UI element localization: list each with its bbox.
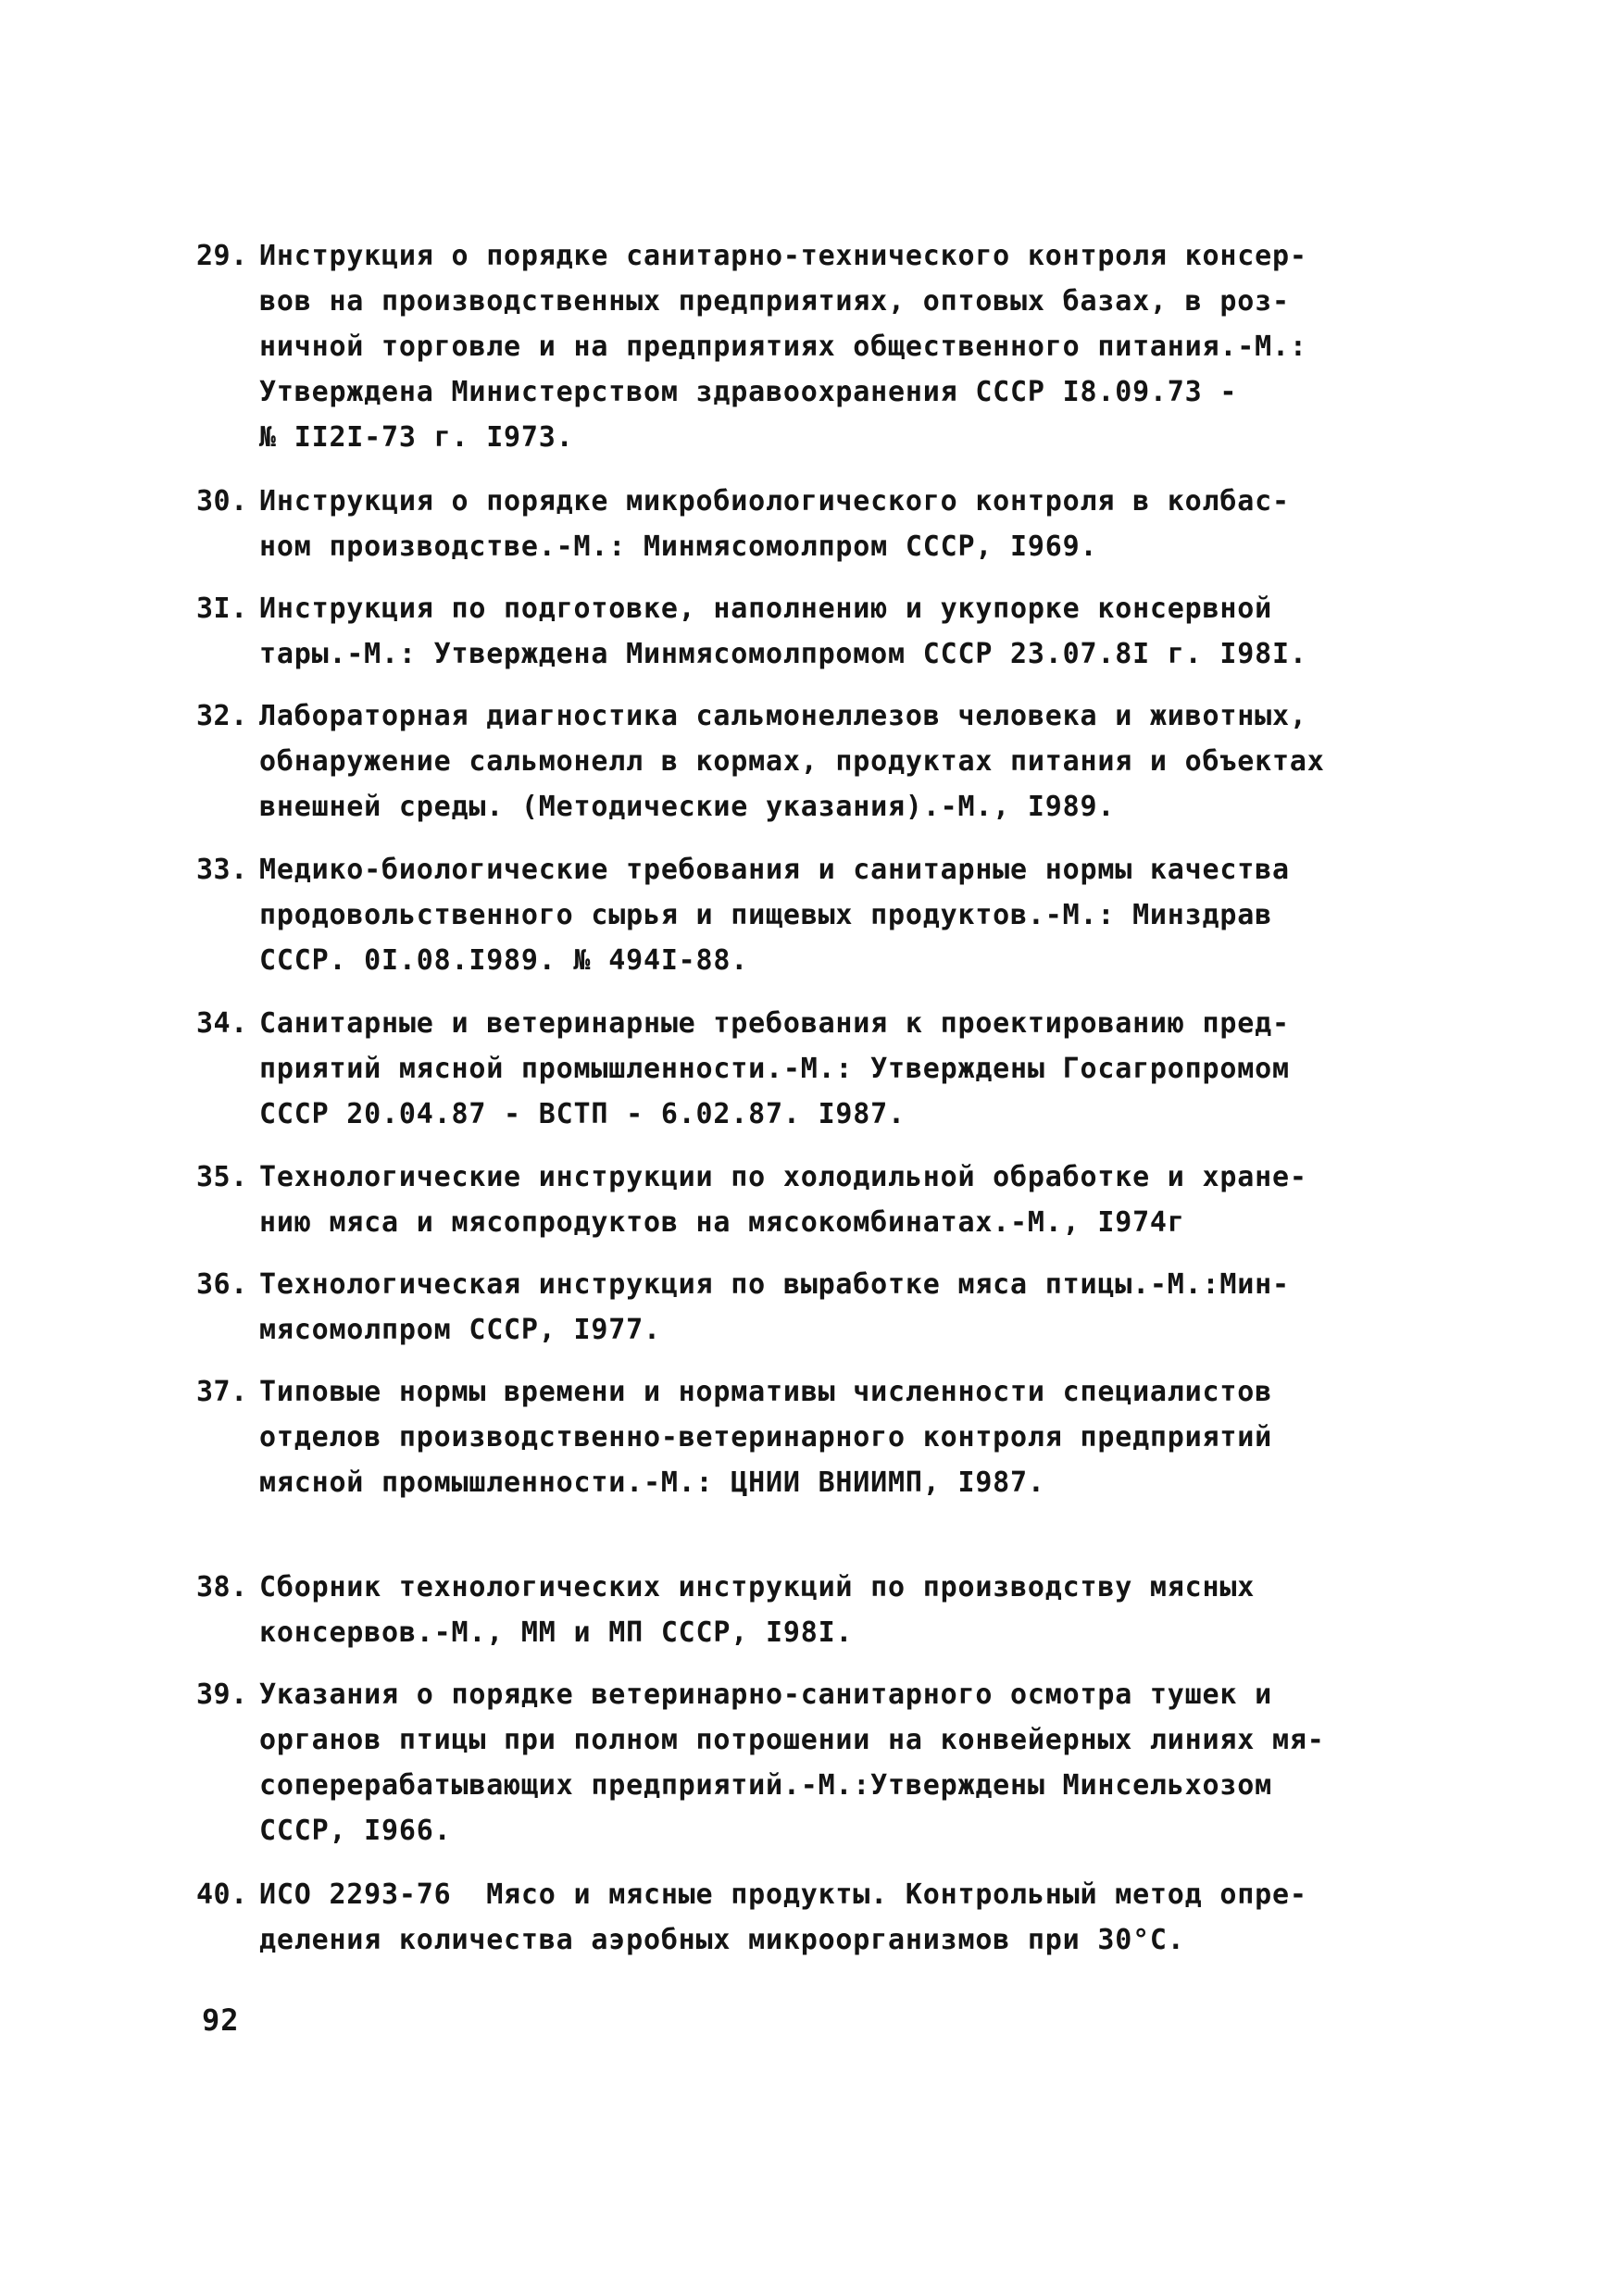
reference-line: продовольственного сырья и пищевых продуктов.-М.: Минздрав	[259, 899, 1272, 931]
reference-line: обнаружение сальмонелл в кормах, продуктах питания и объектах	[259, 745, 1325, 778]
reference-line: ИСО 2293-76 Мясо и мясные продукты. Контрольный метод опре-	[259, 1878, 1307, 1911]
reference-number: 34.	[196, 1007, 248, 1040]
reference-text	[259, 1369, 1437, 1505]
reference-line: ничной торговле и на предприятиях общественного питания.-М.:	[259, 331, 1307, 363]
reference-line: органов птицы при полном потрошении на конвейерных линиях мя-	[259, 1724, 1325, 1756]
reference-text	[259, 1154, 1437, 1245]
reference-line: Утверждена Министерством здравоохранения СССР I8.09.73 -	[259, 376, 1238, 408]
reference-number: 40.	[196, 1878, 248, 1911]
reference-number: 33.	[196, 854, 248, 886]
reference-line: мясной промышленности.-М.: ЦНИИ ВНИИМП, I987.	[259, 1466, 1045, 1499]
reference-line: консервов.-М., ММ и МП СССР, I98I.	[259, 1616, 854, 1649]
reference-number: 37.	[196, 1376, 248, 1408]
reference-line: ном производстве.-М.: Минмясомолпром СССР, I969.	[259, 530, 1098, 563]
reference-line: Указания о порядке ветеринарно-санитарного осмотра тушек и	[259, 1678, 1272, 1711]
reference-text	[259, 1565, 1437, 1655]
reference-line: Технологические инструкции по холодильной обработке и хране-	[259, 1161, 1307, 1193]
reference-line: Лабораторная диагностика сальмонеллезов человека и животных,	[259, 700, 1307, 732]
reference-number: 30.	[196, 485, 248, 518]
reference-number: 35.	[196, 1161, 248, 1193]
reference-line: СССР. 0I.08.I989. № 494I-88.	[259, 944, 749, 977]
reference-text	[259, 1672, 1437, 1853]
reference-text	[259, 847, 1437, 983]
reference-line: соперерабатывающих предприятий.-М.:Утверждены Минсельхозом	[259, 1769, 1272, 1802]
reference-line: Сборник технологических инструкций по производству мясных	[259, 1571, 1256, 1603]
reference-text	[259, 479, 1437, 569]
reference-number: 32.	[196, 700, 248, 732]
reference-number: 3I.	[196, 593, 248, 625]
reference-text	[259, 1001, 1437, 1137]
reference-line: № II2I-73 г. I973.	[259, 421, 574, 454]
reference-line: СССР, I966.	[259, 1815, 452, 1847]
reference-line: Санитарные и ветеринарные требования к проектированию пред-	[259, 1007, 1290, 1040]
reference-number: 38.	[196, 1571, 248, 1603]
reference-line: Медико-биологические требования и санитарные нормы качества	[259, 854, 1290, 886]
reference-number: 39.	[196, 1678, 248, 1711]
page-number: 92	[202, 2003, 240, 2038]
reference-line: Типовые нормы времени и нормативы численности специалистов	[259, 1376, 1272, 1408]
reference-line: отделов производственно-ветеринарного контроля предприятий	[259, 1421, 1272, 1454]
reference-line: деления количества аэробных микроорганизмов при 30°С.	[259, 1924, 1185, 1956]
reference-text	[259, 693, 1437, 830]
reference-line: Технологическая инструкция по выработке мяса птицы.-М.:Мин-	[259, 1268, 1290, 1301]
reference-text	[259, 1872, 1437, 1963]
reference-line: вов на производственных предприятиях, оптовых базах, в роз-	[259, 285, 1290, 318]
reference-text	[259, 586, 1437, 677]
reference-text	[259, 1262, 1437, 1353]
reference-line: приятий мясной промышленности.-М.: Утверждены Госагропромом	[259, 1053, 1290, 1085]
reference-line: Инструкция по подготовке, наполнению и укупорке консервной	[259, 593, 1272, 625]
reference-line: Инструкция о порядке микробиологического контроля в колбас-	[259, 485, 1290, 518]
reference-number: 29.	[196, 240, 248, 272]
reference-line: СССР 20.04.87 - ВСТП - 6.02.87. I987.	[259, 1098, 906, 1130]
reference-line: тары.-М.: Утверждена Минмясомолпромом СССР 23.07.8I г. I98I.	[259, 638, 1307, 670]
reference-line: Инструкция о порядке санитарно-технического контроля консер-	[259, 240, 1307, 272]
reference-text	[259, 233, 1437, 460]
reference-number: 36.	[196, 1268, 248, 1301]
reference-line: нию мяса и мясопродуктов на мясокомбинатах.-М., I974г	[259, 1206, 1185, 1239]
reference-line: внешней среды. (Методические указания).-М., I989.	[259, 791, 1116, 823]
reference-line: мясомолпром СССР, I977.	[259, 1314, 661, 1346]
